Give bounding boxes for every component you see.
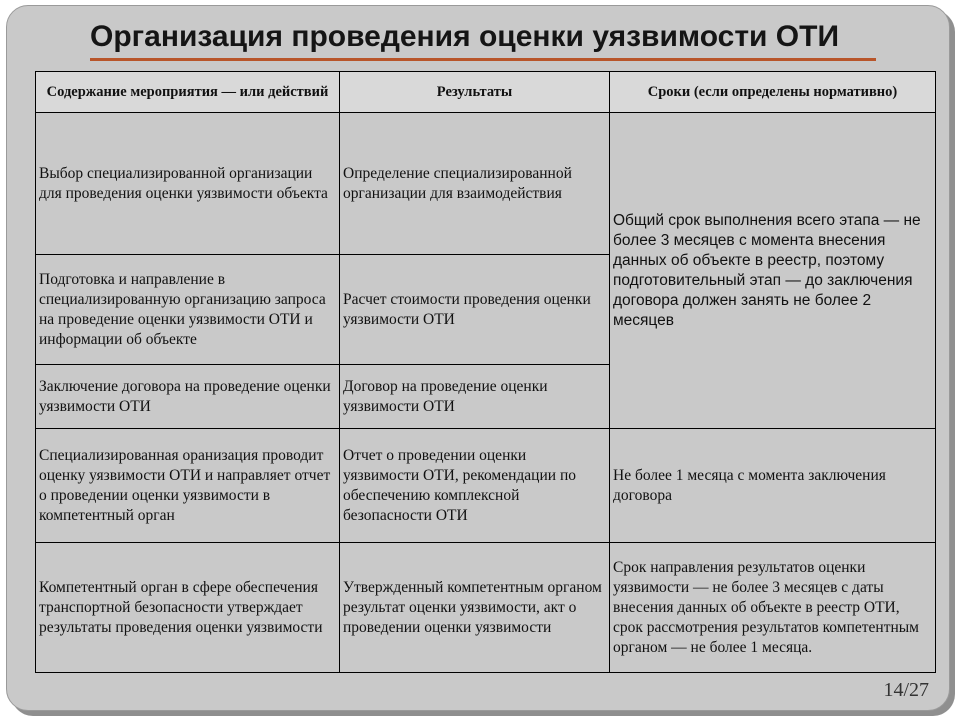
page-number: 14/27: [883, 679, 929, 701]
header-results: Результаты: [340, 72, 610, 113]
header-actions: Содержание мероприятия — или действий: [36, 72, 340, 113]
result-cell: Утвержденный компетентным органом результат оценки уязвимости, акт о проведении оценки уязвимости: [340, 543, 610, 673]
result-cell: Определение специализированной организации для взаимодействия: [340, 113, 610, 255]
action-cell: Компетентный орган в сфере обеспечения транспортной безопасности утверждает результаты проведения оценки уязвимости: [36, 543, 340, 673]
action-cell: Подготовка и направление в специализированную организацию запроса на проведение оценки уязвимости ОТИ и информации об объекте: [36, 255, 340, 365]
deadline-cell: Срок направления результатов оценки уязвимости — не более 3 месяцев с даты внесения данных об объекте в реестр ОТИ, срок рассмотрения результатов компетентным органом — не более 1 месяца.: [610, 543, 936, 673]
merged-deadline-cell: Общий срок выполнения всего этапа — не более 3 месяцев с момента внесения данных об объекте в реестр, поэтому подготовительный этап — до заключения договора должен занять не более 2 месяцев: [610, 113, 936, 429]
assessment-table: [35, 71, 936, 673]
table-header-row: [36, 72, 936, 113]
table-row: [36, 543, 936, 673]
slide-title: Организация проведения оценки уязвимости ОТИ: [90, 20, 840, 53]
slide: [6, 5, 950, 711]
title-underline: [90, 58, 876, 61]
table-row: [36, 429, 936, 543]
header-deadlines: Сроки (если определены нормативно): [610, 72, 936, 113]
result-cell: Расчет стоимости проведения оценки уязвимости ОТИ: [340, 255, 610, 365]
action-cell: Выбор специализированной организации для проведения оценки уязвимости объекта: [36, 113, 340, 255]
result-cell: Договор на проведение оценки уязвимости ОТИ: [340, 365, 610, 429]
result-cell: Отчет о проведении оценки уязвимости ОТИ, рекомендации по обеспечению комплексной безопасности ОТИ: [340, 429, 610, 543]
table-row: [36, 113, 936, 255]
deadline-cell: Не более 1 месяца с момента заключения договора: [610, 429, 936, 543]
action-cell: Заключение договора на проведение оценки уязвимости ОТИ: [36, 365, 340, 429]
action-cell: Специализированная оранизация проводит оценку уязвимости ОТИ и направляет отчет о проведении оценки уязвимости в компетентный орган: [36, 429, 340, 543]
